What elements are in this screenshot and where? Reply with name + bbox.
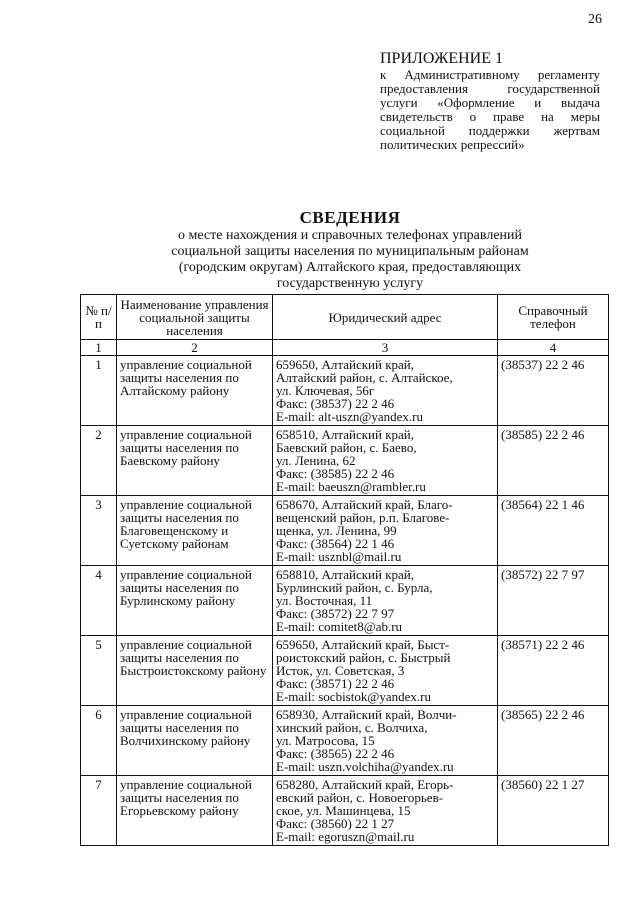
address-line: Исток, ул. Советская, 3 xyxy=(276,663,405,678)
table-body xyxy=(81,356,609,846)
office-name: управление социальной защиты населения по Алтайскому району xyxy=(117,356,273,426)
table-row xyxy=(81,356,609,426)
address-line: 658670, Алтайский край, Благо- xyxy=(276,497,453,512)
column-number: 4 xyxy=(498,340,609,356)
table-row xyxy=(81,776,609,846)
address-line: Алтайский район, с. Алтайское, xyxy=(276,370,453,385)
heading-line: социальной защиты населения по муниципальным районам xyxy=(171,244,529,259)
heading-line: государственную услугу xyxy=(276,276,424,291)
address-line: Бурлинский район, с. Бурла, xyxy=(276,580,433,595)
address-line: E-mail: usznbl@mail.ru xyxy=(276,549,402,564)
office-name: управление социальной защиты населения по Егорьевскому району xyxy=(117,776,273,846)
office-address xyxy=(273,356,498,426)
address-line: Баевский район, с. Баево, xyxy=(276,440,417,455)
appendix-title: ПРИЛОЖЕНИЕ 1 xyxy=(380,50,504,67)
office-name: управление социальной защиты населения по Баевскому району xyxy=(117,426,273,496)
office-phone: (38537) 22 2 46 xyxy=(498,356,609,426)
header-number: № п/п xyxy=(81,295,117,340)
address-line: Факс: (38560) 22 1 27 xyxy=(276,816,395,831)
address-line: Факс: (38564) 22 1 46 xyxy=(276,536,395,551)
column-number: 2 xyxy=(117,340,273,356)
office-phone: (38585) 22 2 46 xyxy=(498,426,609,496)
heading-line: о месте нахождения и справочных телефонах управлений xyxy=(177,228,523,243)
row-number: 5 xyxy=(81,636,117,706)
address-line: вещенский район, р.п. Благове- xyxy=(276,510,450,525)
table-header-row xyxy=(81,295,609,340)
address-line: Факс: (38572) 22 7 97 xyxy=(276,606,395,621)
office-name: управление социальной защиты населения по Волчихинскому району xyxy=(117,706,273,776)
address-line: хинский район, с. Волчиха, xyxy=(276,720,428,735)
address-line: Факс: (38571) 22 2 46 xyxy=(276,676,395,691)
office-phone: (38572) 22 7 97 xyxy=(498,566,609,636)
address-line: E-mail: alt-uszn@yandex.ru xyxy=(276,409,423,424)
address-line: 659650, Алтайский край, Быст- xyxy=(276,637,450,652)
heading-title: СВЕДЕНИЯ xyxy=(299,208,401,227)
office-address xyxy=(273,566,498,636)
address-line: щенка, ул. Ленина, 99 xyxy=(276,523,397,538)
heading-subtitle xyxy=(120,228,580,292)
offices-table xyxy=(80,294,609,846)
header-name: Наименование управления социальной защиты населения xyxy=(117,295,273,340)
office-phone: (38560) 22 1 27 xyxy=(498,776,609,846)
office-address xyxy=(273,426,498,496)
table-row xyxy=(81,426,609,496)
address-line: ское, ул. Машинцева, 15 xyxy=(276,803,411,818)
office-name: управление социальной защиты населения по Быстроистокскому району xyxy=(117,636,273,706)
row-number: 7 xyxy=(81,776,117,846)
address-line: E-mail: uszn.volchiha@yandex.ru xyxy=(276,759,454,774)
address-line: ул. Ключевая, 56г xyxy=(276,383,375,398)
appendix-text: к Административному регламенту предоставления государственной услуги «Оформление и выдача свидетельств о праве на меры социальной поддержки жертвам политических репрессий» xyxy=(380,67,600,152)
row-number: 3 xyxy=(81,496,117,566)
table-row xyxy=(81,566,609,636)
office-phone: (38565) 22 2 46 xyxy=(498,706,609,776)
column-number: 3 xyxy=(273,340,498,356)
header-phone: Справочный телефон xyxy=(498,295,609,340)
heading-line: (городским округам) Алтайского края, предоставляющих xyxy=(178,260,522,275)
address-line: ул. Восточная, 11 xyxy=(276,593,373,608)
row-number: 6 xyxy=(81,706,117,776)
table-row xyxy=(81,706,609,776)
office-phone: (38571) 22 2 46 xyxy=(498,636,609,706)
row-number: 2 xyxy=(81,426,117,496)
address-line: Факс: (38537) 22 2 46 xyxy=(276,396,395,411)
address-line: 658930, Алтайский край, Волчи- xyxy=(276,707,457,722)
address-line: евский район, с. Новоегорьев- xyxy=(276,790,444,805)
table-row xyxy=(81,496,609,566)
office-address xyxy=(273,706,498,776)
office-address xyxy=(273,496,498,566)
address-line: 659650, Алтайский край, xyxy=(276,357,414,372)
address-line: 658810, Алтайский край, xyxy=(276,567,414,582)
address-line: E-mail: egoruszn@mail.ru xyxy=(276,829,415,844)
column-number: 1 xyxy=(81,340,117,356)
address-line: Факс: (38565) 22 2 46 xyxy=(276,746,395,761)
header-address: Юридический адрес xyxy=(273,295,498,340)
document-heading xyxy=(120,208,580,292)
address-line: 658280, Алтайский край, Егорь- xyxy=(276,777,454,792)
table-row xyxy=(81,636,609,706)
row-number: 4 xyxy=(81,566,117,636)
address-line: E-mail: socbistok@yandex.ru xyxy=(276,689,431,704)
office-name: управление социальной защиты населения по Бурлинскому району xyxy=(117,566,273,636)
appendix-block xyxy=(380,52,600,152)
address-line: E-mail: baeuszn@rambler.ru xyxy=(276,479,426,494)
row-number: 1 xyxy=(81,356,117,426)
address-line: E-mail: comitet8@ab.ru xyxy=(276,619,403,634)
address-line: 658510, Алтайский край, xyxy=(276,427,414,442)
page-number: 26 xyxy=(588,12,602,27)
office-address xyxy=(273,636,498,706)
column-numbers-row xyxy=(81,340,609,356)
office-phone: (38564) 22 1 46 xyxy=(498,496,609,566)
office-name: управление социальной защиты населения по Благовещенскому и Суетскому районам xyxy=(117,496,273,566)
address-line: ул. Ленина, 62 xyxy=(276,453,356,468)
office-address xyxy=(273,776,498,846)
address-line: роистокский район, с. Быстрый xyxy=(276,650,451,665)
address-line: Факс: (38585) 22 2 46 xyxy=(276,466,395,481)
address-line: ул. Матросова, 15 xyxy=(276,733,375,748)
